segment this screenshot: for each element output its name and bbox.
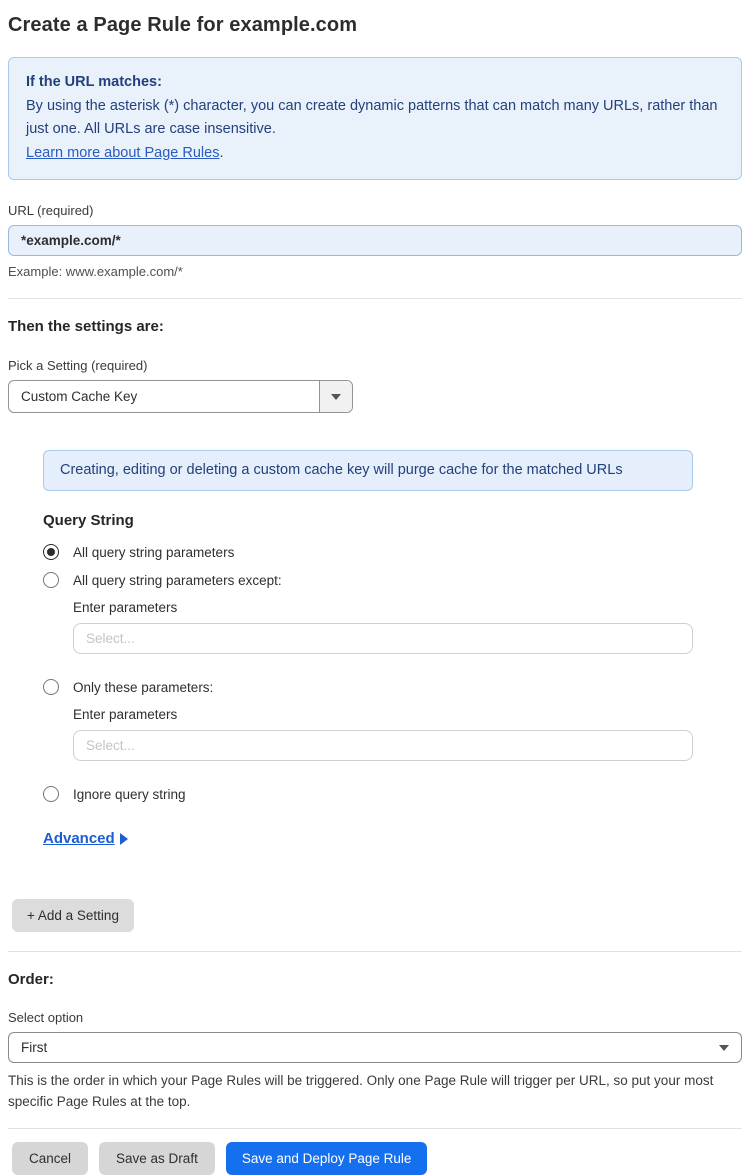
order-select-label: Select option [8,1010,84,1025]
footer-actions [12,1142,742,1175]
info-box-heading: If the URL matches: [26,74,162,90]
add-setting-button[interactable]: + Add a Setting [12,899,134,932]
info-box-link-line [26,142,724,166]
except-parameters-input[interactable] [73,623,693,654]
query-string-section [43,512,742,848]
radio-all-query-params[interactable] [43,544,742,560]
radio-label: Only these parameters: [73,679,214,695]
setting-select[interactable] [8,380,353,413]
learn-more-link[interactable]: Learn more about Page Rules [26,144,220,161]
radio-label: All query string parameters [73,544,235,560]
radio-ignore-query-string[interactable] [43,786,742,802]
radio-icon[interactable] [43,544,59,560]
enter-parameters-label: Enter parameters [73,600,178,615]
divider [8,298,742,299]
chevron-down-icon [719,1045,729,1051]
save-as-draft-button[interactable]: Save as Draft [99,1142,215,1175]
settings-heading: Then the settings are: [8,318,164,335]
save-and-deploy-button[interactable]: Save and Deploy Page Rule [226,1142,428,1175]
radio-all-params-except[interactable] [43,572,742,588]
cache-purge-notice: Creating, editing or deleting a custom cache key will purge cache for the matched URLs [43,450,693,491]
url-field-hint: Example: www.example.com/* [8,264,183,279]
link-period: . [219,144,224,161]
only-parameters-field [73,707,742,761]
spacer [43,670,742,679]
order-help-text: This is the order in which your Page Rules will be triggered. Only one Page Rule will trigger per URL, so put your most specific Page Rules at the top. [8,1073,714,1109]
radio-label: Ignore query string [73,786,186,802]
spacer [43,777,742,786]
divider [8,951,742,952]
cancel-button[interactable]: Cancel [12,1142,88,1175]
except-parameters-field [73,600,742,654]
caret-right-icon [120,833,128,845]
setting-select-arrow-button[interactable] [319,381,352,412]
enter-parameters-label: Enter parameters [73,707,178,722]
radio-icon[interactable] [43,679,59,695]
radio-only-these-params[interactable] [43,679,742,695]
radio-icon[interactable] [43,572,59,588]
info-box-body: By using the asterisk (*) character, you can create dynamic patterns that can match many URLs, rather than just one. All URLs are case insensitive. [26,97,718,137]
divider [8,1128,742,1129]
radio-icon[interactable] [43,786,59,802]
advanced-link[interactable] [43,830,128,847]
setting-select-value: Custom Cache Key [21,389,138,404]
order-heading: Order: [8,971,54,988]
url-match-info-box [8,57,742,180]
advanced-link-label: Advanced [43,830,115,847]
pick-setting-label: Pick a Setting (required) [8,358,148,373]
url-input[interactable] [8,225,742,256]
radio-label: All query string parameters except: [73,572,282,588]
only-parameters-input[interactable] [73,730,693,761]
order-select-value: First [21,1040,48,1055]
page-title: Create a Page Rule for example.com [8,14,358,36]
query-string-heading: Query String [43,512,134,529]
order-select[interactable] [8,1032,742,1063]
url-field-label: URL (required) [8,203,94,218]
chevron-down-icon [331,394,341,400]
